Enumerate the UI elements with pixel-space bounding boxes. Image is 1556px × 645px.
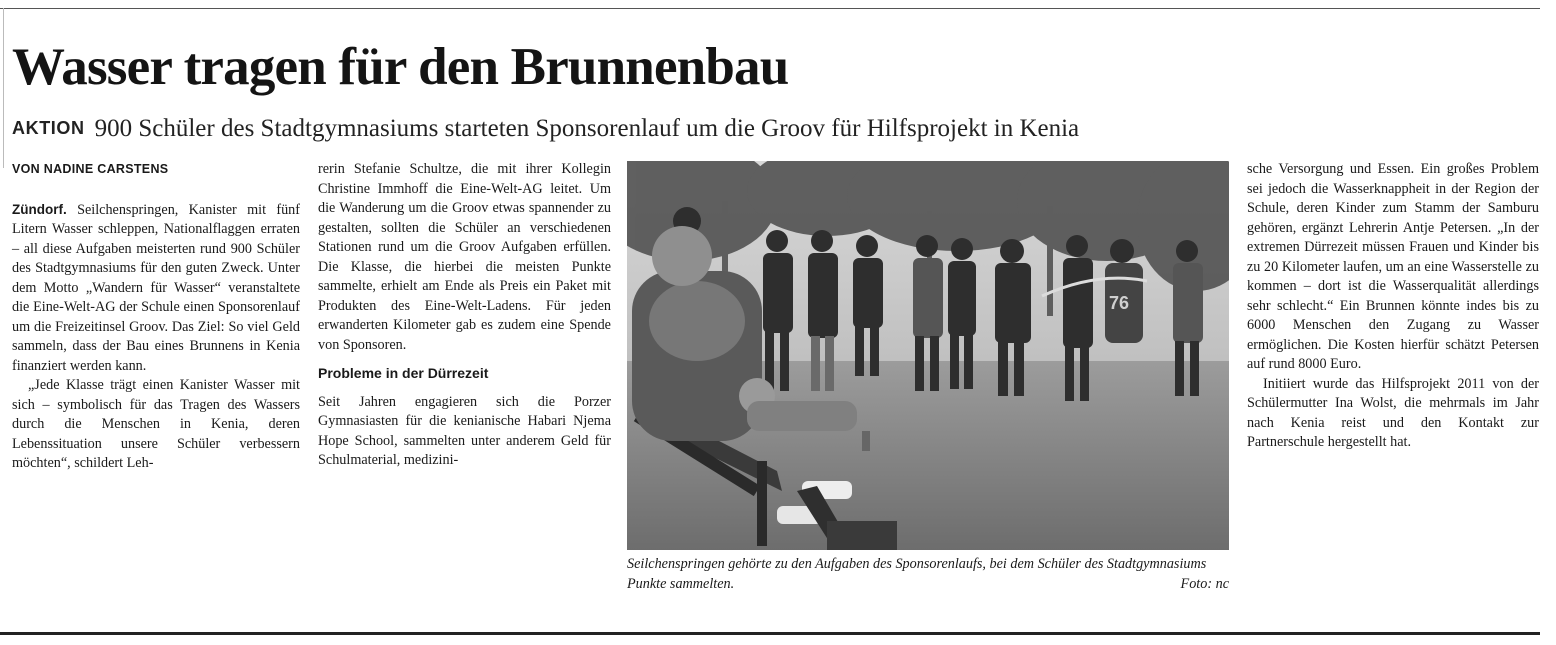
subheadline: 900 Schüler des Stadtgymnasiums starteten Sponsorenlauf um die Groov für Hilfsprojekt in Kenia: [94, 115, 1080, 142]
paragraph-intro-text: Seilchenspringen, Kanister mit fünf Litern Wasser schleppen, Nationalflaggen erraten – all diese Aufgaben meisterten rund 900 Schüler des Stadtgymnasiums für den guten Zweck. Unter dem Motto „Wandern für Wasser“ veranstaltete die Eine-Welt-AG der Schule einen Sponsorenlauf um die Freizeitinsel Groov. Das Ziel: So viel Geld sammeln, dass der Bau eines Brunnens in Kenia finanziert werden kann.: [12, 201, 300, 374]
section-subhead: Probleme in der Dürrezeit: [318, 365, 489, 381]
paragraph-school: Seit Jahren engagieren sich die Porzer Gymnasiasten für die kenianische Habari Njema Hope School, sammelten unter anderem Geld für Schulmaterial, medizini-: [318, 393, 611, 468]
article-column-1: [12, 160, 300, 474]
caption-text: Seilchenspringen gehörte zu den Aufgaben des Sponsorenlaufs, bei dem Schüler des Stadtgymnasiums Punkte sammelten.: [627, 556, 1207, 592]
article-column-2: [318, 160, 611, 471]
paragraph-intro: [12, 200, 300, 377]
photo-caption: [627, 555, 1229, 594]
shirt-number: 76: [1109, 293, 1130, 313]
headline: Wasser tragen für den Brunnenbau: [12, 38, 789, 96]
article-column-4: [1247, 160, 1539, 453]
photo-credit: Foto: nc: [1180, 575, 1229, 592]
paragraph-quote: „Jede Klasse trägt einen Kanister Wasser mit sich – symbolisch für das Tragen des Wassers durch die Menschen in Kenia, deren Lebenssituation unsere Schüler verbessern möchten“, schildert Leh-: [12, 377, 300, 471]
left-edge-line: [3, 8, 4, 168]
paragraph-initiative: Initiiert wurde das Hilfsprojekt 2011 von der Schülermutter Ina Wolst, die mehrmals im Jahr nach Kenia reist und den Kontakt zur Partnerschule hergestellt hat.: [1247, 375, 1539, 450]
paragraph-water-shortage: sche Versorgung und Essen. Ein großes Problem sei jedoch die Wasserknappheit in der Region der Schule, deren Kinder zum Stamm der Samburu gehören, ergänzt Lehrerin Antje Petersen. „In der extremen Dürrezeit müssen Frauen und Kinder bis zu 20 Kilometer laufen, um an eine Wasserstelle zu kommen – dort ist die Wasserqualität allerdings sehr schlecht.“ Ein Brunnen könnte indes bis zu 6000 Menschen den Zugang zu Wasser ermöglichen. Die Kosten hierfür schätzt Petersen auf rund 8000 Euro.: [1247, 161, 1539, 372]
kicker-label: AKTION: [12, 118, 85, 138]
subheadline-row: [12, 114, 1079, 145]
top-rule: [0, 8, 1540, 9]
bottom-rule: [0, 632, 1540, 635]
photo-students-jumping-rope: [627, 161, 1229, 550]
byline: VON NADINE CARSTENS: [12, 162, 169, 176]
paragraph-stations: rerin Stefanie Schultze, die mit ihrer Kollegin Christine Immhoff die Eine-Welt-AG leitet. Um die Wanderung um die Groov etwas spannender zu gestalten, sollten die Schüler an verschiedenen Stationen rund um die Groov Aufgaben erfüllen. Die Klasse, die hierbei die meisten Punkte sammelte, erhielt am Ende als Preis ein Paket mit Produkten des Eine-Welt-Ladens. Für jeden erwanderten Kilometer gab es zudem eine Spende von Sponsoren.: [318, 161, 611, 353]
article-photo: [627, 161, 1229, 550]
dateline: Zündorf.: [12, 201, 67, 217]
